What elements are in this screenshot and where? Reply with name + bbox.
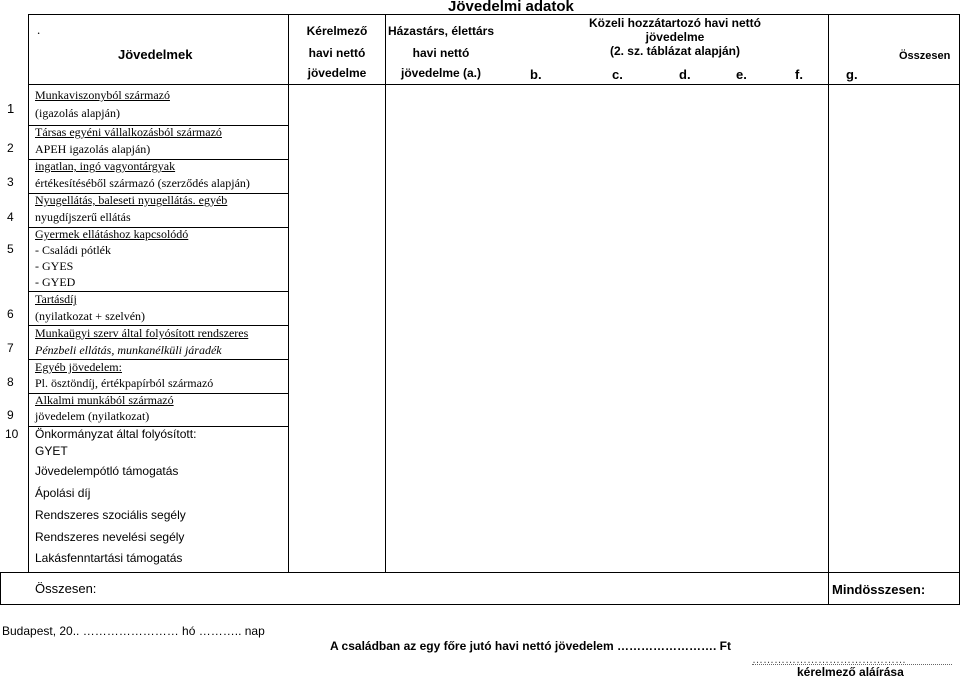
place-date: Budapest, 20.. …………………… hó ……….. nap <box>2 624 265 638</box>
header-osszesen: Összesen <box>899 50 951 62</box>
header-kerelmezo-l2: havi nettó <box>308 46 366 60</box>
header-hazastars-l2: havi nettó <box>412 46 470 60</box>
sum-label: Összesen: <box>35 581 97 596</box>
header-jovedelmek: Jövedelmek <box>118 47 193 62</box>
row-num: 10 <box>5 427 19 441</box>
row-num: 4 <box>7 210 14 224</box>
row-label: Munkaügyi szerv által folyósított rendszeres <box>35 326 249 340</box>
row-label: nyugdíjszerű ellátás <box>35 210 131 224</box>
row-label: ingatlan, ingó vagyontárgyak <box>35 159 176 173</box>
row-label: Munkaviszonyból származó <box>35 88 170 102</box>
row-num: 6 <box>7 307 14 321</box>
row-label: (nyilatkozat + szelvén) <box>35 309 146 323</box>
signature-label: kérelmező aláírása <box>797 665 904 679</box>
header-kerelmezo <box>291 24 383 80</box>
header-letter-f: f. <box>795 67 803 82</box>
row-label: jövedelem (nyilatkozat) <box>35 409 150 423</box>
page-title: Jövedelmi adatok <box>448 0 574 15</box>
row-label: - GYES <box>35 259 74 273</box>
row-label: Önkormányzat által folyósított: <box>35 427 197 441</box>
header-letter-e: e. <box>736 67 747 82</box>
header-hozzatartozo-l1: Közeli hozzátartozó havi nettó <box>588 16 761 30</box>
row-num: 8 <box>7 375 14 389</box>
row-label: Egyéb jövedelem: <box>35 360 122 374</box>
header-hozzatartozo-l2: jövedelme <box>645 30 705 44</box>
per-capita-income: A családban az egy főre jutó havi nettó jövedelem ……………………. Ft <box>330 639 731 653</box>
row-label: Jövedelempótló támogatás <box>35 464 179 478</box>
header-letter-b: b. <box>530 67 542 82</box>
row-num: 3 <box>7 175 14 189</box>
header-letter-d: d. <box>679 67 691 82</box>
row-label: Pénzbeli ellátás, munkanélküli járadék <box>35 343 222 357</box>
row-num: 1 <box>7 101 15 116</box>
row-label: - Családi pótlék <box>35 243 111 257</box>
row-label: Gyermek ellátáshoz kapcsolódó <box>35 227 189 241</box>
header-hozzatartozo <box>560 16 790 58</box>
row-label: APEH igazolás alapján) <box>35 142 151 156</box>
row-label: Nyugellátás, baleseti nyugellátás. egyéb <box>35 193 228 207</box>
row-label: Lakásfenntartási támogatás <box>35 551 183 565</box>
row-label: (igazolás alapján) <box>35 106 120 120</box>
header-hazastars-l3: jövedelme (a.) <box>400 66 482 80</box>
row-label: Pl. ösztöndíj, értékpapírból származó <box>35 376 214 390</box>
row-label: GYET <box>35 444 68 458</box>
row-num: 9 <box>7 408 14 422</box>
signature-dots: …………………………………… <box>752 654 906 666</box>
header-hozzatartozo-l3: (2. sz. táblázat alapján) <box>609 44 741 58</box>
row-label: Alkalmi munkából származó <box>35 393 174 407</box>
row-num: 5 <box>7 242 14 256</box>
header-kerelmezo-l1: Kérelmező <box>306 24 368 38</box>
row-num: 2 <box>7 141 14 155</box>
row-label: értékesítéséből származó (szerződés alapján) <box>35 176 250 190</box>
header-letter-g: g. <box>846 67 858 82</box>
header-hazastars-l1: Házastárs, élettárs <box>387 24 495 38</box>
header-letter-c: c. <box>612 67 623 82</box>
row-label: Társas egyéni vállalkozásból származó <box>35 125 222 139</box>
row-label: Ápolási díj <box>35 486 91 500</box>
header-dot: . <box>37 22 41 37</box>
grand-total-label: Mindösszesen: <box>832 582 926 597</box>
header-hazastars <box>386 24 496 80</box>
row-label: Rendszeres szociális segély <box>35 508 186 522</box>
header-kerelmezo-l3: jövedelme <box>307 66 367 80</box>
row-num: 7 <box>7 341 14 355</box>
row-label: - GYED <box>35 275 76 289</box>
row-label: Rendszeres nevelési segély <box>35 530 185 544</box>
row-label: Tartásdíj <box>35 292 77 306</box>
